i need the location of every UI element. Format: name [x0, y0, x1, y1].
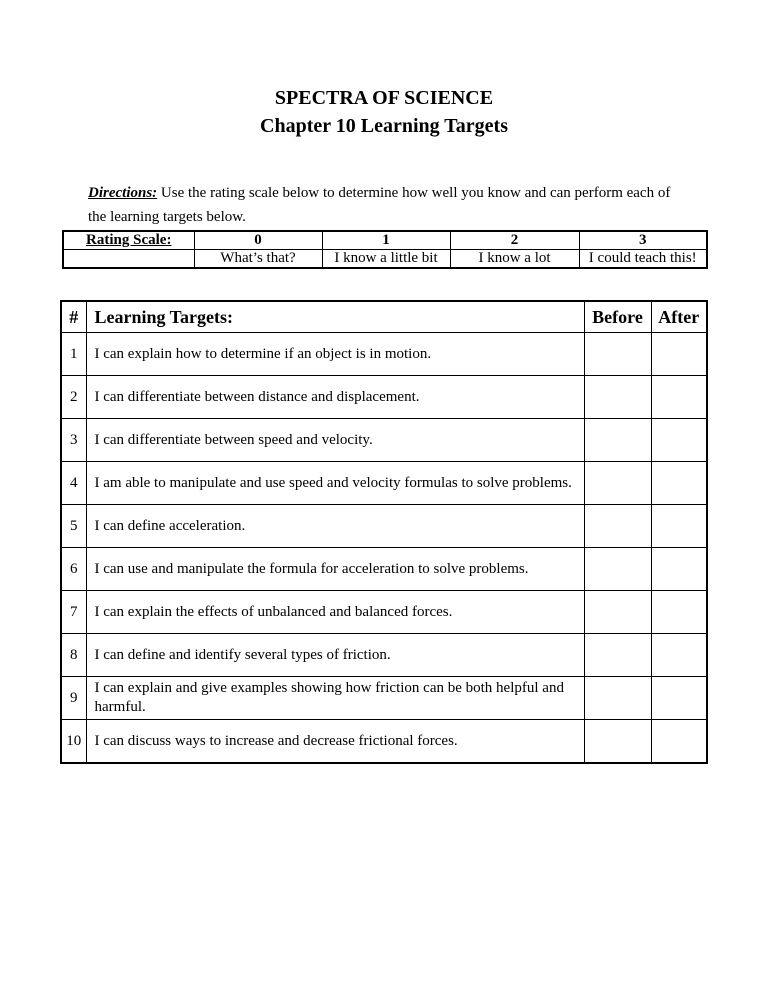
after-rating-cell	[651, 419, 707, 462]
table-row	[61, 634, 707, 677]
document-title: SPECTRA OF SCIENCE	[274, 87, 494, 109]
table-row	[61, 376, 707, 419]
target-text: I can use and manipulate the formula for acceleration to solve problems.	[86, 548, 584, 591]
directions-label: Directions:	[88, 185, 158, 201]
before-rating-cell	[584, 677, 651, 720]
table-row	[61, 677, 707, 720]
target-text: I am able to manipulate and use speed and velocity formulas to solve problems.	[86, 462, 584, 505]
table-row	[61, 505, 707, 548]
row-number: 9	[61, 677, 86, 720]
rating-scale-descriptions-row	[63, 250, 707, 269]
before-rating-cell	[584, 419, 651, 462]
document-subtitle: Chapter 10 Learning Targets	[260, 115, 508, 137]
after-rating-cell	[651, 634, 707, 677]
row-number: 8	[61, 634, 86, 677]
before-rating-cell	[584, 505, 651, 548]
column-header-after: After	[651, 301, 707, 333]
after-rating-cell	[651, 720, 707, 764]
before-rating-cell	[584, 333, 651, 376]
after-rating-cell	[651, 376, 707, 419]
target-text: I can differentiate between speed and velocity.	[86, 419, 584, 462]
row-number: 5	[61, 505, 86, 548]
title-block	[0, 84, 768, 140]
rating-description-0: What’s that?	[194, 250, 322, 269]
row-number: 10	[61, 720, 86, 764]
rating-description-1: I know a little bit	[322, 250, 450, 269]
rating-scale-empty-cell	[63, 250, 194, 269]
after-rating-cell	[651, 677, 707, 720]
row-number: 4	[61, 462, 86, 505]
before-rating-cell	[584, 591, 651, 634]
target-text: I can define acceleration.	[86, 505, 584, 548]
after-rating-cell	[651, 548, 707, 591]
row-number: 6	[61, 548, 86, 591]
table-row	[61, 333, 707, 376]
before-rating-cell	[584, 548, 651, 591]
target-text: I can discuss ways to increase and decrease frictional forces.	[86, 720, 584, 764]
before-rating-cell	[584, 376, 651, 419]
target-text: I can differentiate between distance and displacement.	[86, 376, 584, 419]
after-rating-cell	[651, 333, 707, 376]
table-row	[61, 548, 707, 591]
rating-scale-table	[62, 230, 708, 269]
after-rating-cell	[651, 462, 707, 505]
column-header-targets: Learning Targets:	[86, 301, 584, 333]
target-text: I can explain the effects of unbalanced and balanced forces.	[86, 591, 584, 634]
target-text: I can explain how to determine if an object is in motion.	[86, 333, 584, 376]
table-row	[61, 419, 707, 462]
rating-description-2: I know a lot	[450, 250, 579, 269]
row-number: 1	[61, 333, 86, 376]
target-text: I can explain and give examples showing how friction can be both helpful and harmful.	[86, 677, 584, 720]
directions-text: Use the rating scale below to determine how well you know and can perform each of the learning targets below.	[88, 185, 671, 225]
before-rating-cell	[584, 634, 651, 677]
row-number: 7	[61, 591, 86, 634]
rating-value-0: 0	[194, 231, 322, 250]
targets-header-row	[61, 301, 707, 333]
target-text: I can define and identify several types of friction.	[86, 634, 584, 677]
before-rating-cell	[584, 720, 651, 764]
table-row	[61, 591, 707, 634]
after-rating-cell	[651, 505, 707, 548]
rating-value-1: 1	[322, 231, 450, 250]
rating-scale-values-row	[63, 231, 707, 250]
rating-scale-label: Rating Scale:	[63, 231, 194, 250]
learning-targets-table	[60, 300, 708, 764]
table-row	[61, 462, 707, 505]
row-number: 2	[61, 376, 86, 419]
row-number: 3	[61, 419, 86, 462]
before-rating-cell	[584, 462, 651, 505]
rating-value-3: 3	[579, 231, 707, 250]
rating-value-2: 2	[450, 231, 579, 250]
directions-paragraph	[88, 181, 680, 229]
column-header-before: Before	[584, 301, 651, 333]
column-header-number: #	[61, 301, 86, 333]
table-row	[61, 720, 707, 764]
rating-description-3: I could teach this!	[579, 250, 707, 269]
after-rating-cell	[651, 591, 707, 634]
